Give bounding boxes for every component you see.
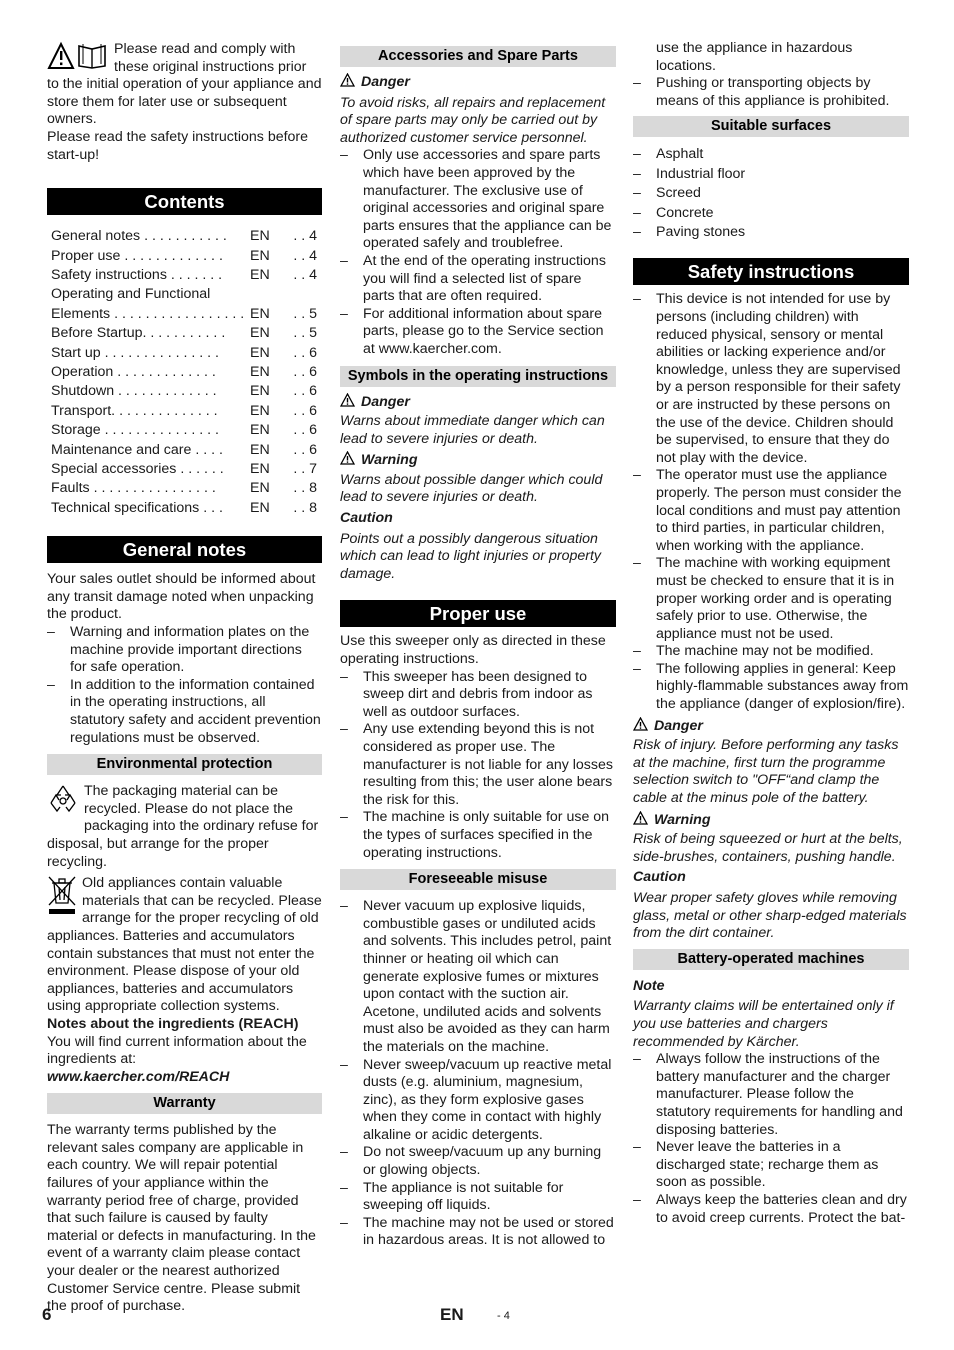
general-notes-heading: General notes — [47, 536, 322, 563]
general-notes-list — [47, 624, 322, 747]
safety-caution-label: Caution — [633, 869, 686, 886]
safety-caution-text: Wear proper safety gloves while removing glass, metal or other sharp-edged materials from the dirt container. — [633, 890, 907, 942]
list-item: – This device is not intended for use by persons (including children) with reduced physical, sensory or mental abilities or lacking experience and/or knowledge, unless they are supervised by a person responsible for their safety or are instructed by these persons on the use of the device. Children should be supervised, to ensure that they do not play with the device. — [633, 291, 909, 467]
toc-row[interactable] — [47, 247, 322, 266]
toc-row[interactable] — [47, 266, 322, 285]
toc-lang: EN — [250, 247, 270, 264]
column-3 — [633, 40, 909, 1227]
footer-subpage — [497, 1306, 510, 1326]
misuse-list-continued — [633, 75, 909, 110]
column-2 — [340, 40, 616, 1250]
proper-use-text: Use this sweeper only as directed in these operating instructions. — [340, 633, 606, 668]
list-item: – Concrete — [633, 204, 909, 223]
accessories-list — [340, 147, 616, 358]
toc-lang: EN — [250, 383, 270, 400]
toc-page: . . 8 — [293, 480, 317, 497]
list-item: – Screed — [633, 184, 909, 203]
list-item: – Only use accessories and spare parts which have been approved by the manufacturer. The exclusive use of original accessories and original spare parts ensures that the appliance can be operated safely and troublefree. — [340, 147, 616, 253]
list-item: – At the end of the operating instructions you will find a selected list of spare parts that are often required. — [340, 253, 616, 306]
toc-label: Proper use . . . . . . . . . . . . . — [51, 247, 223, 264]
contents-heading: Contents — [47, 188, 322, 215]
toc-row[interactable] — [47, 324, 322, 343]
symbols-warning-text: Warns about possible danger which could lead to severe injuries or death. — [340, 471, 603, 506]
list-item: – Always follow the instructions of the battery manufacturer and the charger manufacturer. Please follow the statutory requirements for handling and disposing batteries. — [633, 1051, 909, 1139]
toc-row[interactable] — [47, 344, 322, 363]
table-of-contents — [47, 227, 322, 518]
toc-lang: EN — [250, 422, 270, 439]
footer-language: EN — [440, 1305, 464, 1324]
proper-use-heading: Proper use — [340, 600, 616, 627]
toc-page: . . 6 — [293, 383, 317, 400]
accessories-heading: Accessories and Spare Parts — [340, 46, 616, 67]
surfaces-list — [633, 145, 909, 242]
misuse-continued-text: use the appliance in hazardous locations. — [656, 40, 853, 74]
warning-triangle-icon — [340, 393, 355, 407]
toc-label: Transport. . . . . . . . . . . . . . — [51, 402, 218, 419]
toc-page: . . 6 — [293, 441, 317, 458]
list-item: – Always keep the batteries clean and dry to avoid creep currents. Protect the bat- — [633, 1192, 909, 1227]
list-item: – For additional information about spare parts, please go to the Service section at www.kaercher.com. — [340, 306, 616, 359]
toc-lang: EN — [250, 325, 270, 342]
toc-label: Operating and Functional Elements . . . . . . . . . . . . . . . . . — [51, 286, 245, 322]
toc-page: . . 6 — [293, 344, 317, 361]
toc-label: Technical specifications . . . — [51, 499, 223, 516]
toc-label: Faults . . . . . . . . . . . . . . . . — [51, 480, 216, 497]
symbols-danger-text: Warns about immediate danger which can lead to severe injuries or death. — [340, 413, 605, 447]
toc-row[interactable] — [47, 382, 322, 401]
toc-page: . . 6 — [293, 364, 317, 380]
toc-page: . . 4 — [293, 247, 317, 264]
intro — [47, 41, 322, 164]
list-item: – Do not sweep/vacuum up any burning or glowing objects. — [340, 1144, 616, 1179]
environmental-protection-heading: Environmental protection — [47, 754, 322, 775]
toc-lang: EN — [250, 344, 270, 361]
list-item: – Asphalt — [633, 145, 909, 164]
warranty-text: The warranty terms published by the relevant sales company are applicable in each country. We will repair potential failures of your appliance within the warranty period free of charge, provided that such failure is caused by faulty material or defects in manufacturing. In the event of a warranty claim please contact your dealer or the nearest authorized Customer Service centre. Please submit the proof of purchase. — [47, 1122, 316, 1315]
list-item: – Never vacuum up explosive liquids, combustible gases or undiluted acids and solvents. This includes petrol, paint thinner or heating oil which can generate explosive fumes or mixtures upon contact with the suction air. Acetone, undiluted acids and solvents must also be avoided as they can harm the materials on the machine. — [340, 898, 616, 1056]
list-item: – Any use extending beyond this is not considered as proper use. The manufacturer is not liable for any losses resulting from this; the user alone bears the risk for this. — [340, 721, 616, 809]
toc-page: . . 4 — [293, 228, 317, 245]
disposal-block — [47, 875, 322, 1016]
crossed-bin-icon — [47, 875, 77, 921]
recycling-block — [47, 783, 322, 871]
toc-row[interactable] — [47, 285, 322, 324]
symbols-heading: Symbols in the operating instructions — [340, 366, 616, 387]
battery-note-text: Warranty claims will be entertained only if you use batteries and chargers recommended by Kärcher. — [633, 998, 894, 1050]
list-item: – Never sweep/vacuum up reactive metal dusts (e.g. aluminium, magnesium, zinc), as they form explosive gases when they come in contact with highly alkaline or acidic detergents. — [340, 1057, 616, 1145]
toc-row[interactable] — [47, 499, 322, 518]
toc-row[interactable] — [47, 421, 322, 440]
list-item: – Warning and information plates on the machine provide important directions for safe operation. — [47, 624, 322, 677]
toc-label: Maintenance and care . . . . — [51, 441, 223, 458]
recycling-text: The packaging material can be recycled. Please do not place the packaging into the ordinary refuse for disposal, but arrange for the proper recycling. — [47, 783, 319, 870]
toc-row[interactable] — [47, 402, 322, 421]
accessories-danger-label: Danger — [340, 73, 616, 92]
toc-label: Shutdown . . . . . . . . . . . . . — [51, 383, 217, 400]
safety-danger-text: Risk of injury. Before performing any tasks at the machine, first turn the programme selection switch to "OFF“and clamp the cable at the minus pole of the battery. — [633, 737, 899, 807]
toc-lang: EN — [250, 228, 270, 245]
warning-triangle-icon — [340, 73, 355, 87]
list-item: – The following applies in general: Keep highly-flammable substances away from the appliance (danger of explosion/fire). — [633, 661, 909, 714]
toc-page: . . 6 — [293, 422, 317, 439]
list-item: – The machine may not be used or stored in hazardous areas. It is not allowed to — [340, 1215, 616, 1250]
battery-note-label: Note — [633, 977, 665, 994]
intro-safety-note: Please read the safety instructions before start-up! — [47, 128, 309, 163]
warning-triangle-icon — [340, 451, 355, 465]
symbols-caution-text: Points out a possibly dangerous situation which can lead to light injuries or property damage. — [340, 530, 602, 582]
toc-lang: EN — [250, 266, 270, 283]
safety-list — [633, 291, 909, 713]
list-item: – Pushing or transporting objects by means of this appliance is prohibited. — [633, 75, 909, 110]
symbols-caution-label: Caution — [340, 510, 393, 527]
toc-lang: EN — [250, 305, 270, 322]
list-item: – This sweeper has been designed to sweep dirt and debris from indoor as well as outdoor surfaces. — [340, 669, 616, 722]
toc-lang: EN — [250, 461, 270, 478]
warranty-heading: Warranty — [47, 1093, 322, 1114]
toc-page: . . 8 — [293, 499, 317, 516]
list-item: – The machine may not be modified. — [633, 643, 909, 661]
toc-page: . . 6 — [293, 402, 317, 419]
toc-label: Safety instructions . . . . . . . — [51, 266, 223, 283]
symbols-warning-label: Warning — [340, 451, 616, 470]
toc-row[interactable] — [47, 441, 322, 460]
toc-label: Start up . . . . . . . . . . . . . . . — [51, 344, 219, 361]
list-item: – The machine is only suitable for use on the types of surfaces specified in the operating instructions. — [340, 809, 616, 862]
column-1 — [47, 40, 322, 1316]
page-number: 6 — [42, 1305, 52, 1324]
foreseeable-misuse-heading: Foreseeable misuse — [340, 869, 616, 890]
list-item: – The operator must use the appliance properly. The person must consider the local conditions and must pay attention to third parties, in particular children, when working with the appliance. — [633, 467, 909, 555]
list-item: – Paving stones — [633, 223, 909, 242]
toc-label: Special accessories . . . . . . — [51, 461, 224, 478]
safety-danger-label: Danger — [633, 717, 909, 736]
toc-row[interactable] — [47, 460, 322, 479]
toc-row[interactable] — [47, 227, 322, 246]
toc-page: . . 5 — [293, 325, 317, 342]
footer-subpage-text: - 4 — [497, 1310, 510, 1322]
reach-link[interactable]: www.kaercher.com/REACH — [47, 1068, 230, 1085]
toc-lang: EN — [250, 499, 270, 516]
battery-list — [633, 1051, 909, 1227]
toc-lang: EN — [250, 364, 270, 380]
toc-lang: EN — [250, 480, 270, 497]
toc-page: . . 5 — [293, 305, 317, 322]
warning-triangle-icon — [633, 717, 648, 731]
list-item: – In addition to the information contained in the operating instructions, all statutory safety and accident prevention regulations must be observed. — [47, 677, 322, 747]
proper-use-list — [340, 669, 616, 863]
accessories-danger-text: To avoid risks, all repairs and replacement of spare parts may only be carried out by authorized customer service personnel. — [340, 94, 606, 146]
battery-heading: Battery-operated machines — [633, 949, 909, 970]
list-item: – The machine with working equipment must be checked to ensure that it is in proper working order and is operating safely prior to use. Otherwise, the appliance must not be used. — [633, 555, 909, 643]
toc-label: Operation . . . . . . . . . . . . . — [51, 364, 216, 380]
safety-warning-label: Warning — [633, 811, 909, 830]
reach-title: Notes about the ingredients (REACH) — [47, 1015, 299, 1032]
toc-row[interactable] — [47, 363, 322, 382]
toc-label: General notes . . . . . . . . . . . — [51, 228, 227, 245]
toc-label: Storage . . . . . . . . . . . . . . . — [51, 422, 219, 439]
general-notes-text: Your sales outlet should be informed about any transit damage noted when unpacking the product. — [47, 571, 316, 623]
disposal-text: Old appliances contain valuable materials that can be recycled. Please arrange for the proper recycling of old appliances. Batteries and accumulators contain substances that must not enter the environment. Please dispose of your old appliances, batteries and accumulators using appropriate collection systems. — [47, 875, 322, 1015]
list-item: – The appliance is not suitable for sweeping off liquids. — [340, 1180, 616, 1215]
toc-label: Before Startup. . . . . . . . . . . — [51, 325, 226, 342]
reach-text: You will find current information about the ingredients at: — [47, 1033, 307, 1068]
toc-lang: EN — [250, 441, 270, 458]
suitable-surfaces-heading: Suitable surfaces — [633, 116, 909, 137]
toc-lang: EN — [250, 402, 270, 419]
list-item: – Never leave the batteries in a discharged state; recharge them as soon as possible. — [633, 1139, 909, 1192]
read-manual-icon — [47, 41, 109, 75]
symbols-danger-label: Danger — [340, 393, 616, 412]
toc-row[interactable] — [47, 479, 322, 498]
list-item: – Industrial floor — [633, 165, 909, 184]
safety-instructions-heading: Safety instructions — [633, 258, 909, 285]
toc-page: . . 4 — [293, 266, 317, 283]
recycling-icon — [47, 783, 79, 821]
intro-text: Please read and comply with these original instructions prior to the initial operation of your appliance and store them for later use or subsequent owners. — [47, 41, 322, 128]
warning-triangle-icon — [633, 811, 648, 825]
misuse-list — [340, 898, 616, 1250]
safety-warning-text: Risk of being squeezed or hurt at the belts, side-brushes, containers, pushing handle. — [633, 831, 903, 865]
toc-page: . . 7 — [293, 461, 317, 478]
